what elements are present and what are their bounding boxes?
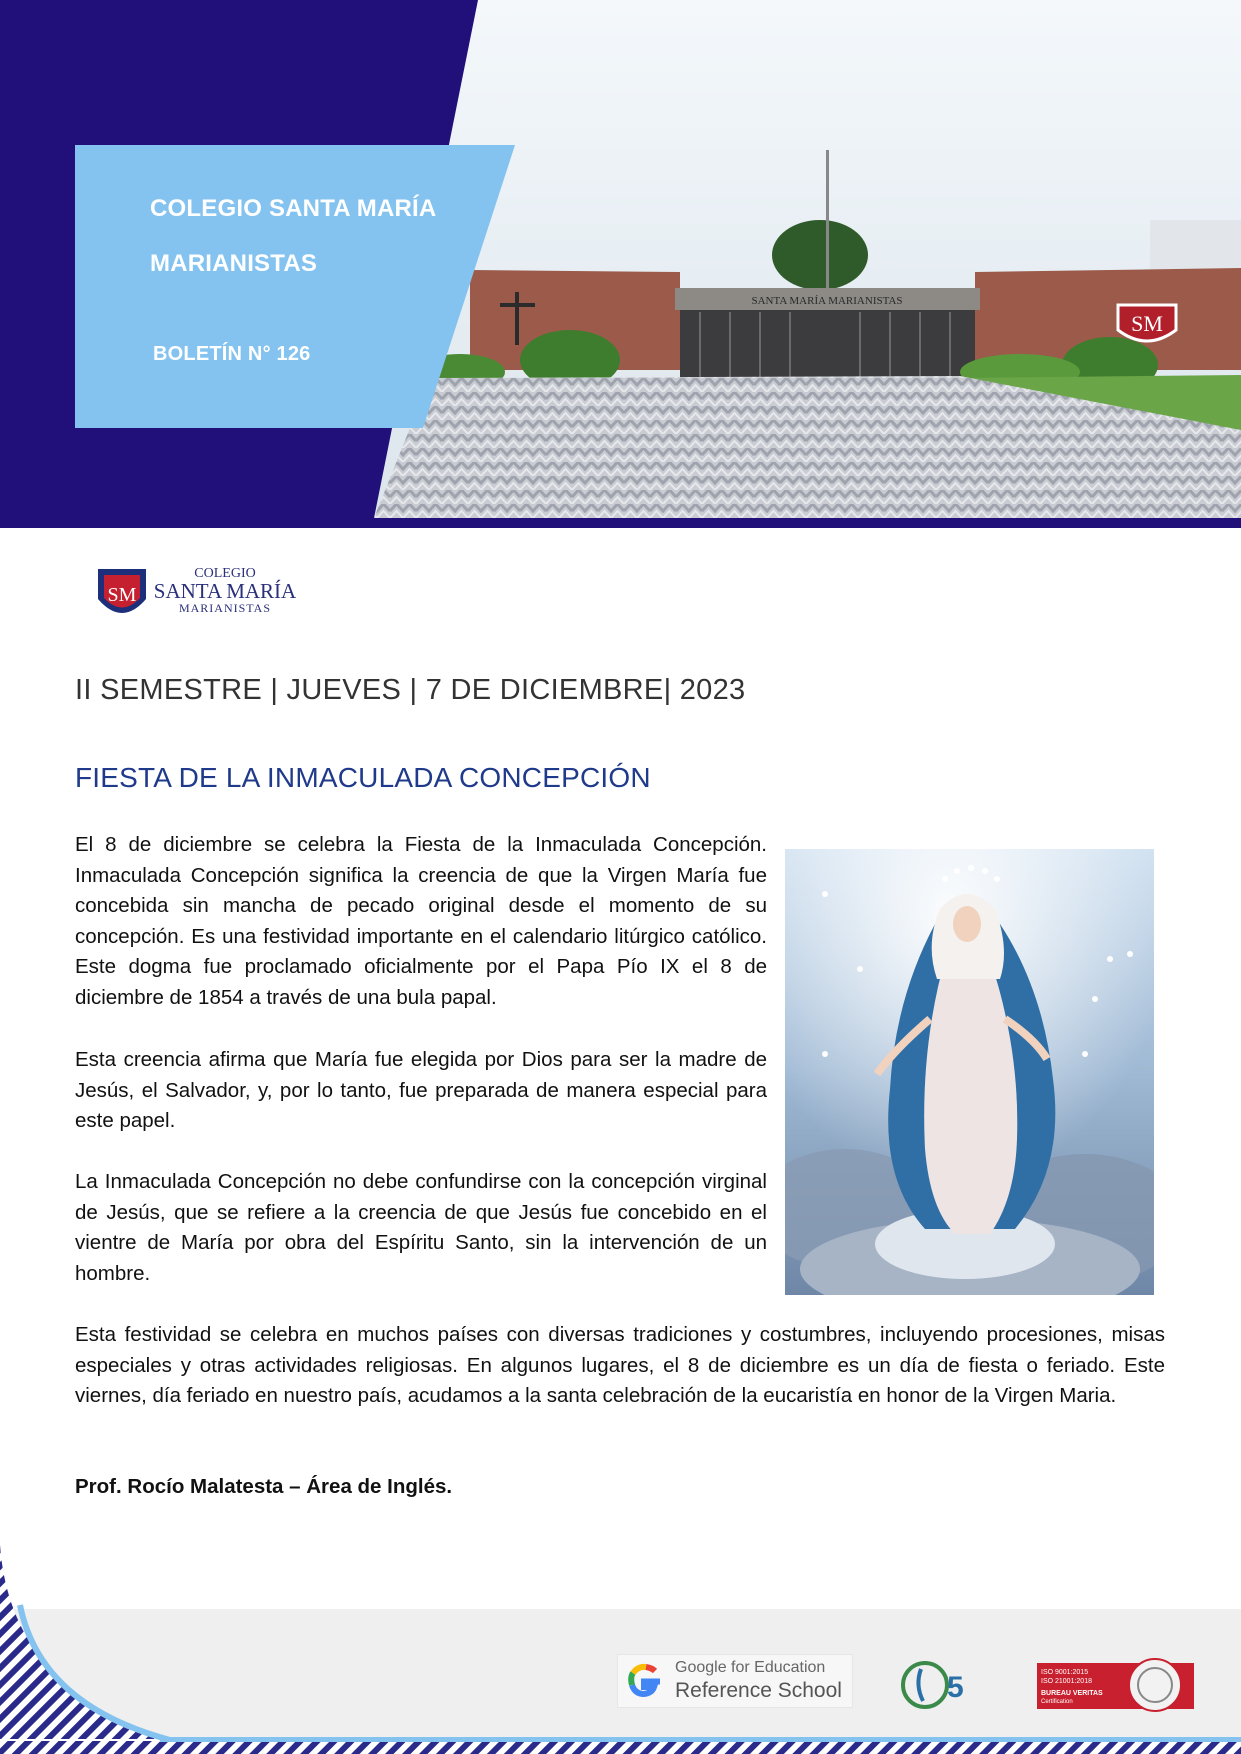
article-paragraph: El 8 de diciembre se celebra la Fiesta de la Inmaculada Concepción. Inmaculada Concepción significa la creencia de que la Virgen María fue concebida sin mancha de pecado original desde el momento de su concepción. Es una festividad importante en el calendario litúrgico católico. Este dogma fue proclamado oficialmente por el Papa Pío IX el 8 de diciembre de 1854 a través de una bula papal. — [75, 833, 767, 1009]
school-logo — [96, 565, 296, 631]
google-badge-title: Reference School — [675, 1679, 842, 1702]
date-line: II SEMESTRE | JUEVES | 7 DE DICIEMBRE| 2023 — [75, 674, 746, 706]
google-badge-subtitle: Google for Education — [675, 1659, 826, 1676]
article-author: Prof. Rocío Malatesta – Área de Inglés. — [75, 1475, 453, 1498]
logo-line3: MARIANISTAS — [178, 601, 272, 615]
bulletin-number: BOLETÍN N° 126 — [153, 343, 311, 365]
tree-icon — [772, 220, 868, 290]
article-paragraph: Esta creencia afirma que María fue elegida por Dios para ser la madre de Jesús, el Salvador, y, por lo tanto, fue preparada de manera especial para este papel. — [75, 1048, 767, 1132]
article-paragraph: Esta festividad se celebra en muchos países con diversas tradiciones y costumbres, incluyendo procesiones, misas especiales y otras actividades religiosas. En algunos lugares, el 8 de diciembre es un día de fiesta o feriado. Este viernes, día feriado en nuestro país, acudamos a la santa celebración de la eucaristía en honor de la Virgen Maria. — [75, 1323, 1165, 1407]
svg-text:SANTA MARÍA MARIANISTAS: SANTA MARÍA MARIANISTAS — [751, 295, 903, 307]
virgin-mary-image — [785, 849, 1154, 1295]
header-banner — [0, 0, 1241, 528]
crest-icon — [96, 565, 148, 625]
logo-line1: COLEGIO — [194, 566, 256, 581]
svg-text:Certification: Certification — [1041, 1699, 1073, 1705]
iso-certification-logo — [1037, 1655, 1194, 1713]
header-title-box — [75, 145, 515, 428]
school-name-line1: COLEGIO SANTA MARÍA — [150, 195, 437, 222]
article-title: FIESTA DE LA INMACULADA CONCEPCIÓN — [75, 762, 651, 793]
svg-text:ISO 9001:2015: ISO 9001:2015 — [1041, 1669, 1089, 1676]
logo-line2: SANTA MARÍA — [153, 579, 297, 603]
google-icon — [624, 1661, 664, 1701]
school-name-line2: MARIANISTAS — [150, 250, 318, 277]
svg-text:5: 5 — [947, 1671, 964, 1704]
svg-text:ISO 21001:2018: ISO 21001:2018 — [1041, 1678, 1092, 1685]
footer-band — [0, 1545, 1241, 1754]
svg-text:SM: SM — [107, 584, 137, 606]
article-paragraph: La Inmaculada Concepción no debe confundirse con la concepción virginal de Jesús, que se refiere a la creencia de que Jesús fue concebido en el vientre de María por obra del Espíritu Santo, sin la intervención de un hombre. — [75, 1170, 767, 1285]
google-reference-school-badge — [617, 1654, 853, 1708]
svg-text:BUREAU VERITAS: BUREAU VERITAS — [1041, 1690, 1103, 1697]
accreditation-logo — [895, 1655, 975, 1715]
svg-text:SM: SM — [1131, 311, 1163, 336]
